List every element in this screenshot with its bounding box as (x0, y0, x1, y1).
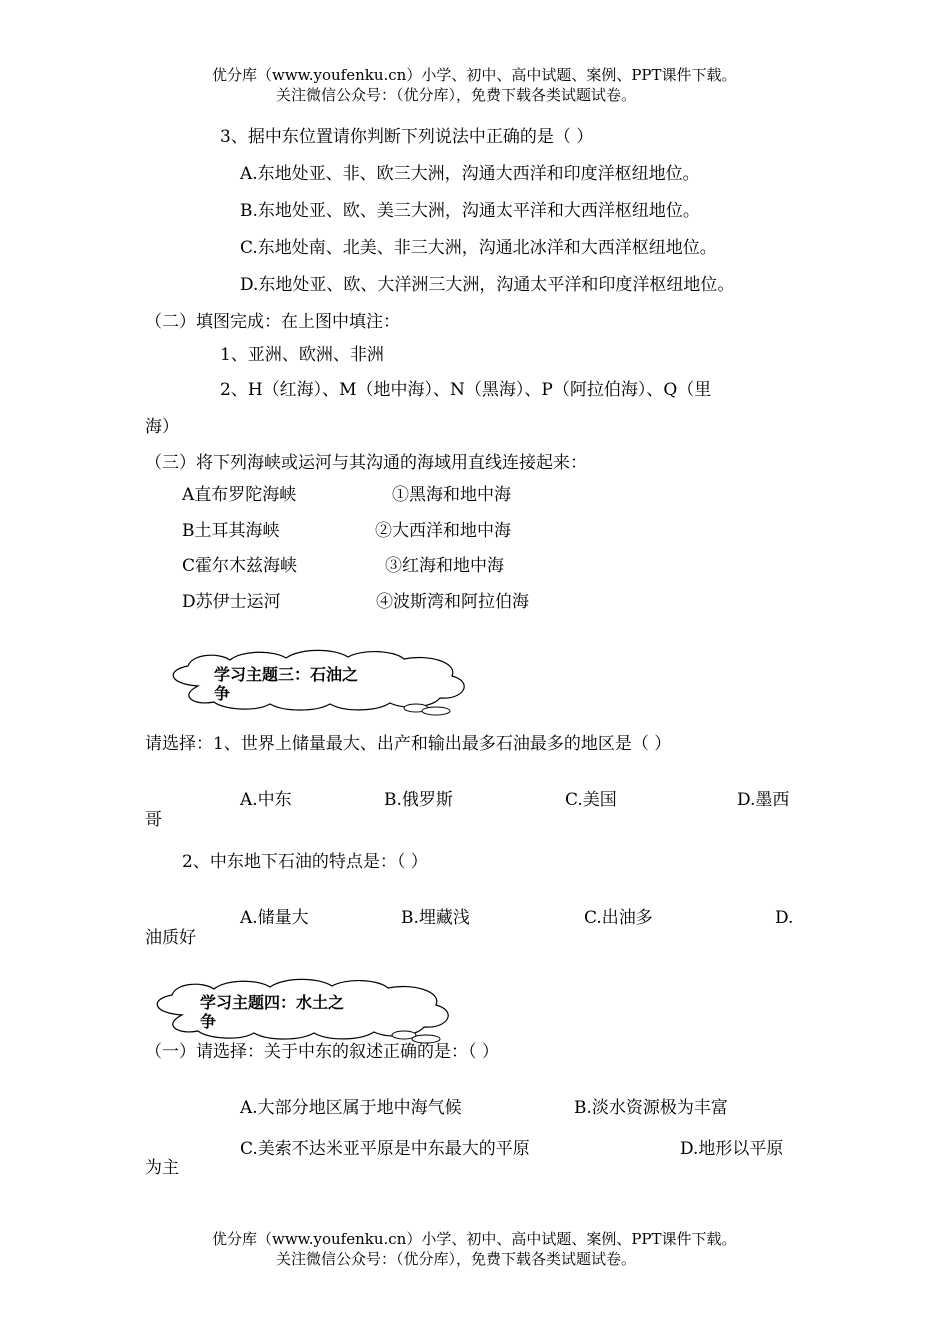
topic3-q2-option-a: A.储量大 (240, 908, 309, 928)
fill-item-2-wrap: 海） (145, 417, 179, 437)
topic3-q2-option-d: D. (775, 908, 794, 928)
footer-line-2: 关注微信公众号：（优分库），免费下载各类试题试卷。 (276, 1250, 637, 1268)
match-right-4: ④波斯湾和阿拉伯海 (376, 592, 529, 612)
match-left-c: C霍尔木兹海峡 (182, 556, 298, 576)
topic4-q1-option-d: D.地形以平原 (680, 1139, 784, 1159)
topic3-q2-option-b: B.埋藏浅 (401, 908, 470, 928)
header-line-1: 优分库（www.youfenku.cn）小学、初中、高中试题、案例、PPT课件下载。 (212, 66, 737, 84)
match-left-a: A直布罗陀海峡 (182, 485, 297, 505)
q3-stem: 3、据中东位置请你判断下列说法中正确的是（ ） (220, 127, 594, 147)
fill-item-2: 2、H（红海）、M（地中海）、N（黑海）、P（阿拉伯海）、Q（里 (220, 380, 712, 400)
q3-option-a: A.东地处亚、非、欧三大洲，沟通大西洋和印度洋枢纽地位。 (240, 164, 700, 184)
topic3-q1-option-b: B.俄罗斯 (384, 790, 453, 810)
topic3-q2-option-c: C.出油多 (584, 908, 653, 928)
match-right-1: ①黑海和地中海 (392, 485, 511, 505)
topic4-title: 学习主题四：水土之 (200, 993, 345, 1012)
topic4-title-wrap: 争 (200, 1012, 217, 1031)
topic3-q1-stem: 请选择：1、世界上储量最大、出产和输出最多石油最多的地区是（ ） (145, 734, 672, 754)
topic3-title: 学习主题三：石油之 (214, 665, 359, 684)
fill-item-1: 1、亚洲、欧洲、非洲 (220, 345, 384, 365)
topic3-q2-stem: 2、中东地下石油的特点是：（ ） (182, 852, 428, 872)
match-left-d: D苏伊士运河 (182, 592, 281, 612)
match-right-2: ②大西洋和地中海 (375, 521, 511, 541)
match-right-3: ③红海和地中海 (385, 556, 504, 576)
match-left-b: B土耳其海峡 (182, 521, 280, 541)
topic4-q1-option-b: B.淡水资源极为丰富 (574, 1098, 728, 1118)
match-title: （三）将下列海峡或运河与其沟通的海域用直线连接起来： (145, 453, 587, 473)
q3-option-d: D.东地处亚、欧、大洋洲三大洲，沟通太平洋和印度洋枢纽地位。 (240, 275, 735, 295)
topic3-title-wrap: 争 (214, 684, 231, 703)
q3-option-b: B.东地处亚、欧、美三大洲，沟通太平洋和大西洋枢纽地位。 (240, 201, 700, 221)
header-line-2: 关注微信公众号：（优分库），免费下载各类试题试卷。 (276, 86, 637, 104)
topic4-q1-option-a: A.大部分地区属于地中海气候 (240, 1098, 462, 1118)
topic3-q2-wrap: 油质好 (145, 928, 196, 948)
topic3-q1-option-a: A.中东 (240, 790, 292, 810)
q3-option-c: C.东地处南、北美、非三大洲，沟通北冰洋和大西洋枢纽地位。 (240, 238, 717, 258)
topic4-q1-stem: （一）请选择：关于中东的叙述正确的是：（ ） (145, 1042, 499, 1062)
topic3-q1-option-c: C.美国 (565, 790, 617, 810)
topic4-q1-option-c: C.美索不达米亚平原是中东最大的平原 (240, 1139, 530, 1159)
fill-title: （二）填图完成：在上图中填注： (145, 312, 400, 332)
topic3-q1-option-d: D.墨西 (737, 790, 790, 810)
footer-line-1: 优分库（www.youfenku.cn）小学、初中、高中试题、案例、PPT课件下载。 (212, 1230, 737, 1248)
topic4-q1-wrap: 为主 (145, 1158, 179, 1178)
topic3-q1-wrap: 哥 (145, 810, 162, 830)
